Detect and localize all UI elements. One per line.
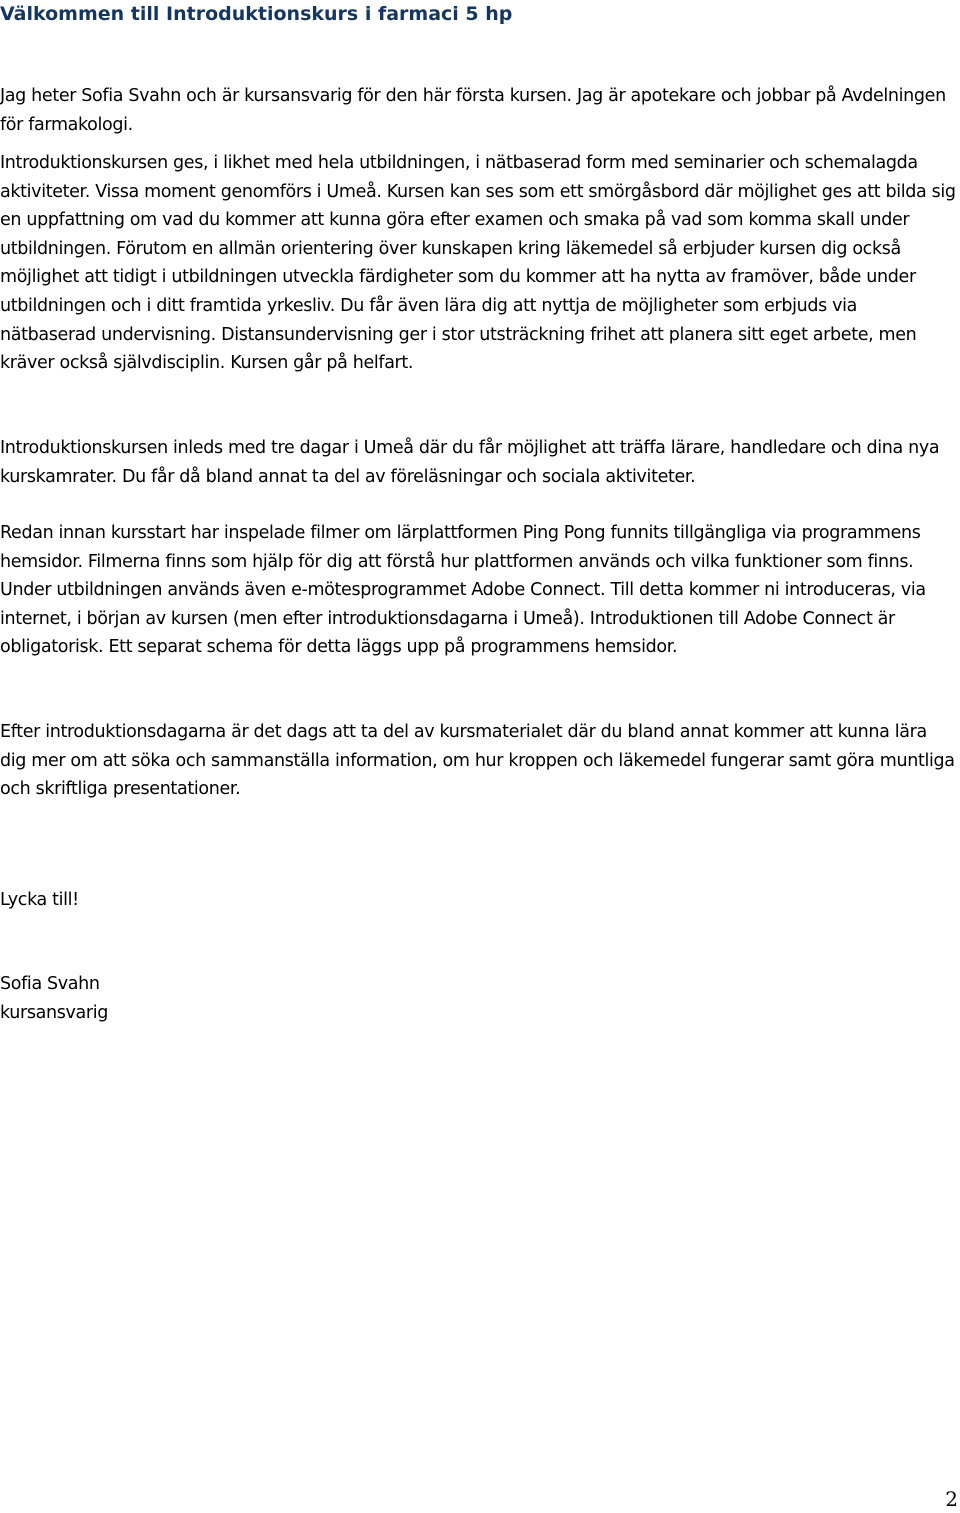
document-title: Välkommen till Introduktionskurs i farmaci 5 hp (0, 3, 513, 25)
course-start-paragraph: Introduktionskursen inleds med tre dagar i Umeå där du får möjlighet att träffa lärare, handledare och dina nya kurskamrater. Du får då bland annat ta del av föreläsningar och sociala aktiviteter. (0, 438, 940, 487)
signature-block (0, 970, 958, 1027)
intro-paragraph: Jag heter Sofia Svahn och är kursansvarig för den här första kursen. Jag är apotekare och jobbar på Avdelningen för farmakologi. (0, 86, 946, 135)
signature-role: kursansvarig (0, 1002, 108, 1023)
signature-name: Sofia Svahn (0, 974, 100, 994)
course-material-paragraph: Efter introduktionsdagarna är det dags att ta del av kursmaterialet där du bland annat kommer att kunna lära dig mer om att söka och sammanställa information, om hur kroppen och läkemedel fungerar samt göra muntliga och skriftliga presentationer. (0, 722, 955, 800)
closing-greeting: Lycka till! (0, 890, 79, 910)
page-number: 2 (945, 1487, 958, 1511)
course-description-paragraph: Introduktionskursen ges, i likhet med hela utbildningen, i nätbaserad form med seminarier och schemalagda aktiviteter. Vissa moment genomförs i Umeå. Kursen kan ses som ett smörgåsbord där möjlighet ges att bilda sig en uppfattning om vad du kommer att kunna göra efter examen och smaka på vad som komma skall under utbildningen. Förutom en allmän orientering över kunskapen kring läkemedel så erbjuder kursen dig också möjlighet att tidigt i utbildningen utveckla färdigheter som du kommer att ha nytta av framöver, både under utbildningen och i ditt framtida yrkesliv. Du får även lära dig att nyttja de möjligheter som erbjuds via nätbaserad undervisning. Distansundervisning ger i stor utsträckning frihet att planera sitt eget arbete, men kräver också självdisciplin. Kursen går på helfart. (0, 153, 956, 374)
platform-paragraph: Redan innan kursstart har inspelade filmer om lärplattformen Ping Pong funnits tillgängliga via programmens hemsidor. Filmerna finns som hjälp för dig att förstå hur plattformen används och vilka funktioner som finns. Under utbildningen används även e-mötesprogrammet Adobe Connect. Till detta kommer ni introduceras, via internet, i början av kursen (men efter introduktionsdagarna i Umeå). Introduktionen till Adobe Connect är obligatorisk. Ett separat schema för detta läggs upp på programmens hemsidor. (0, 523, 926, 658)
